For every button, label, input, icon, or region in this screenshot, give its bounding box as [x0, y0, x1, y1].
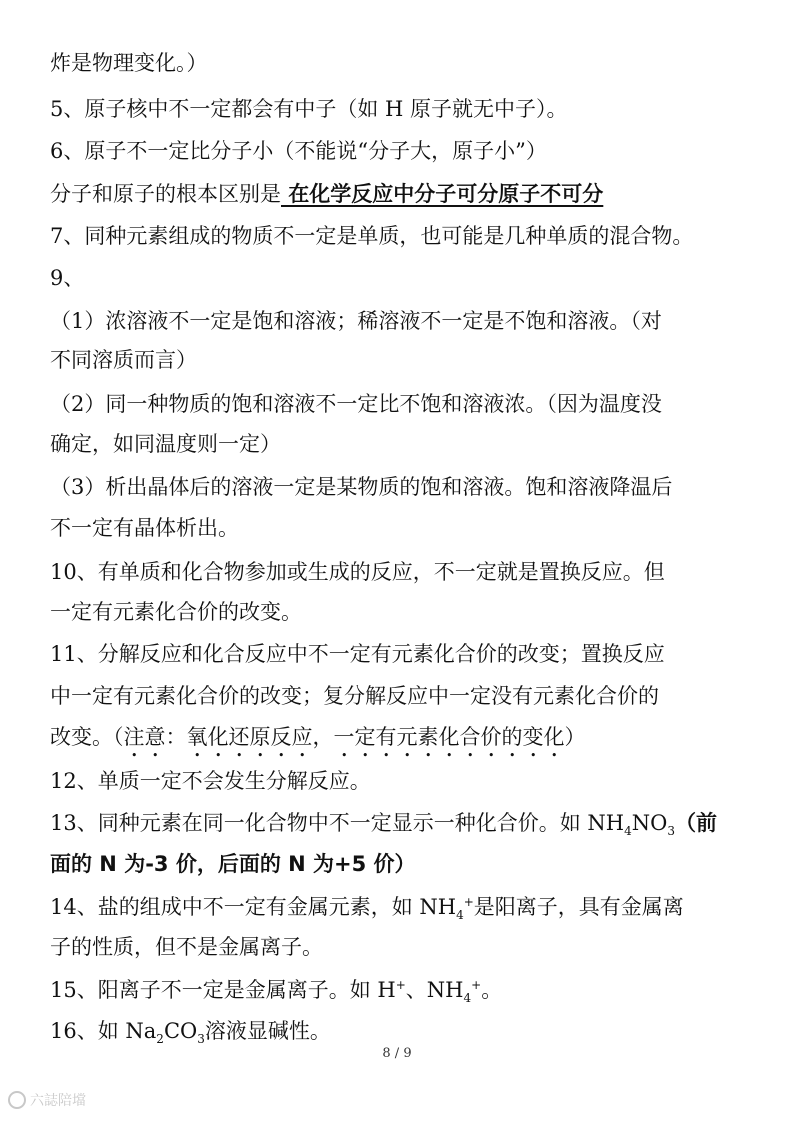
- dotted-emphasis-note: 注意：氧化还原反应，一定有元素化合价的变化: [123, 725, 565, 749]
- text-line-17: 改变。（注意：氧化还原反应，一定有元素化合价的变化）: [50, 725, 586, 749]
- text-line-4: 分子和原子的根本区别是 在化学反应中分子可分原子不可分: [50, 182, 604, 206]
- text-line-11: （3）析出晶体后的溶液一定是某物质的饱和溶液。饱和溶液降温后: [50, 475, 673, 499]
- text-line-21: 14、盐的组成中不一定有金属元素，如 $NH_4^+$是阳离子，具有金属离: [50, 895, 684, 923]
- text-line-14: 一定有元素化合价的改变。: [50, 600, 302, 624]
- text-line-8: 不同溶质而言）: [50, 348, 197, 372]
- text-line-24: 16、如 $Na_2CO_3$溶液显碱性。: [50, 1019, 331, 1047]
- watermark-logo-icon: [8, 1091, 26, 1109]
- text-line-18: 12、单质一定不会发生分解反应。: [50, 769, 371, 793]
- text-line-19: 13、同种元素在同一化合物中不一定显示一种化合价。如 $NH_4NO_3$（前: [50, 811, 717, 839]
- text-line-6: 9、: [50, 266, 85, 290]
- text-line-2: 5、原子核中不一定都会有中子（如 H 原子就无中子）。: [50, 97, 568, 121]
- text-line-13: 10、有单质和化合物参加或生成的反应，不一定就是置换反应。但: [50, 560, 665, 584]
- text-line-10: 确定，如同温度则一定）: [50, 432, 281, 456]
- text-line-16: 中一定有元素化合价的改变；复分解反应中一定没有元素化合价的: [50, 684, 659, 708]
- watermark-text: 六誌陪壋: [30, 1093, 86, 1109]
- key-difference-emphasis: 在化学反应中分子可分原子不可分: [281, 182, 604, 206]
- text-line-7: （1）浓溶液不一定是饱和溶液；稀溶液不一定是不饱和溶液。（对: [50, 309, 662, 333]
- text-line-23: 15、阳离子不一定是金属离子。如 H+、$NH_4^+$。: [50, 978, 503, 1006]
- text-line-20: 面的 N 为-3 价，后面的 N 为+5 价）: [50, 852, 416, 876]
- text-line-15: 11、分解反应和化合反应中不一定有元素化合价的改变；置换反应: [50, 642, 665, 666]
- text-line-1: 炸是物理变化。）: [50, 51, 208, 75]
- text-line-3: 6、原子不一定比分子小（不能说“分子大，原子小”）: [50, 139, 547, 163]
- page-number: 8 / 9: [382, 1046, 412, 1061]
- text-line-12: 不一定有晶体析出。: [50, 516, 239, 540]
- watermark: [8, 1090, 86, 1110]
- text-line-22: 子的性质，但不是金属离子。: [50, 935, 323, 959]
- text-line-5: 7、同种元素组成的物质不一定是单质，也可能是几种单质的混合物。: [50, 224, 694, 248]
- text-line-9: （2）同一种物质的饱和溶液不一定比不饱和溶液浓。（因为温度没: [50, 392, 662, 416]
